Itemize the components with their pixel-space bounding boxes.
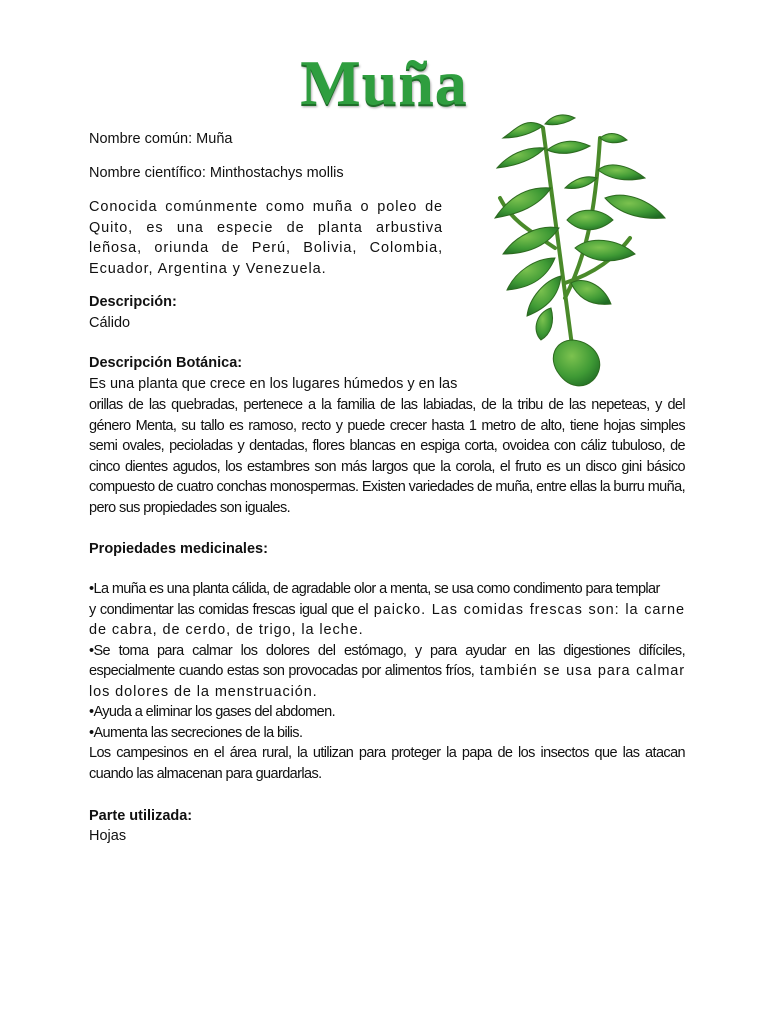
bullet-3: •Ayuda a eliminar los gases del abdomen. xyxy=(89,704,335,720)
medicinal-heading: Propiedades medicinales: xyxy=(89,541,268,557)
scientific-name: Nombre científico: Minthostachys mollis xyxy=(89,165,344,181)
bullet-4: •Aumenta las secreciones de la bilis. xyxy=(89,724,303,741)
botanical-text: orillas de las quebradas, pertenece a la familia de las labiadas, de la tribu de las nepeteas, y del género Menta, su tallo es ramoso, recto y puede crecer hasta 1 metro de alto, tiene hojas simples semi ovales, pecioladas y dentadas, flores blancas en espiga corta, ovoidea con cáliz tubuloso, de cinco dientes agudos, los estambres son más largos que la corola, el fruto es un disco gini básico compuesto de cuatro conchas monospermas. Existen variedades de muña, entre ellas la burru muña, pero sus propiedades son iguales. xyxy=(89,397,685,516)
bullet-2b: también se usa para calmar los dolores de la menstruación. xyxy=(89,663,685,700)
bullet-1a: •La muña es una planta cálida, de agradable olor a menta, se usa como condimento para templar xyxy=(89,581,660,597)
part-used-text: Hojas xyxy=(89,828,127,844)
medicinal-list xyxy=(89,579,685,784)
bullet-1c: paicko. Las comidas frescas son: la carne de cabra, de cerdo, de trigo, la leche. xyxy=(89,601,685,638)
bullet-2a: •Se toma para calmar los dolores del estómago, y para ayudar en las digestiones difíciles, especialmente cuando estas son provocadas por alimentos fríos, xyxy=(89,642,685,679)
bullet-5: Los campesinos en el área rural, la utilizan para proteger la papa de los insectos que las atacan cuando las almacenan para guardarlas. xyxy=(89,745,685,782)
intro-paragraph: Conocida comúnmente como muña o poleo de Quito, es una especie de planta arbustiva leñosa, oriunda de Perú, Bolivia, Colombia, Ecuador, Argentina y Venezuela. xyxy=(89,199,443,277)
muna-plant-icon xyxy=(455,108,690,393)
botanical-line1: Es una planta que crece en los lugares húmedos y en las xyxy=(89,376,458,392)
common-name: Nombre común: Muña xyxy=(89,131,233,147)
bullet-1b: y condimentar las comidas frescas igual que el xyxy=(89,601,368,618)
description-text: Cálido xyxy=(89,315,131,331)
botanical-heading: Descripción Botánica: xyxy=(89,355,243,371)
part-used-heading: Parte utilizada: xyxy=(89,808,193,824)
title-text: Muña xyxy=(300,47,468,118)
description-heading: Descripción: xyxy=(89,294,177,310)
